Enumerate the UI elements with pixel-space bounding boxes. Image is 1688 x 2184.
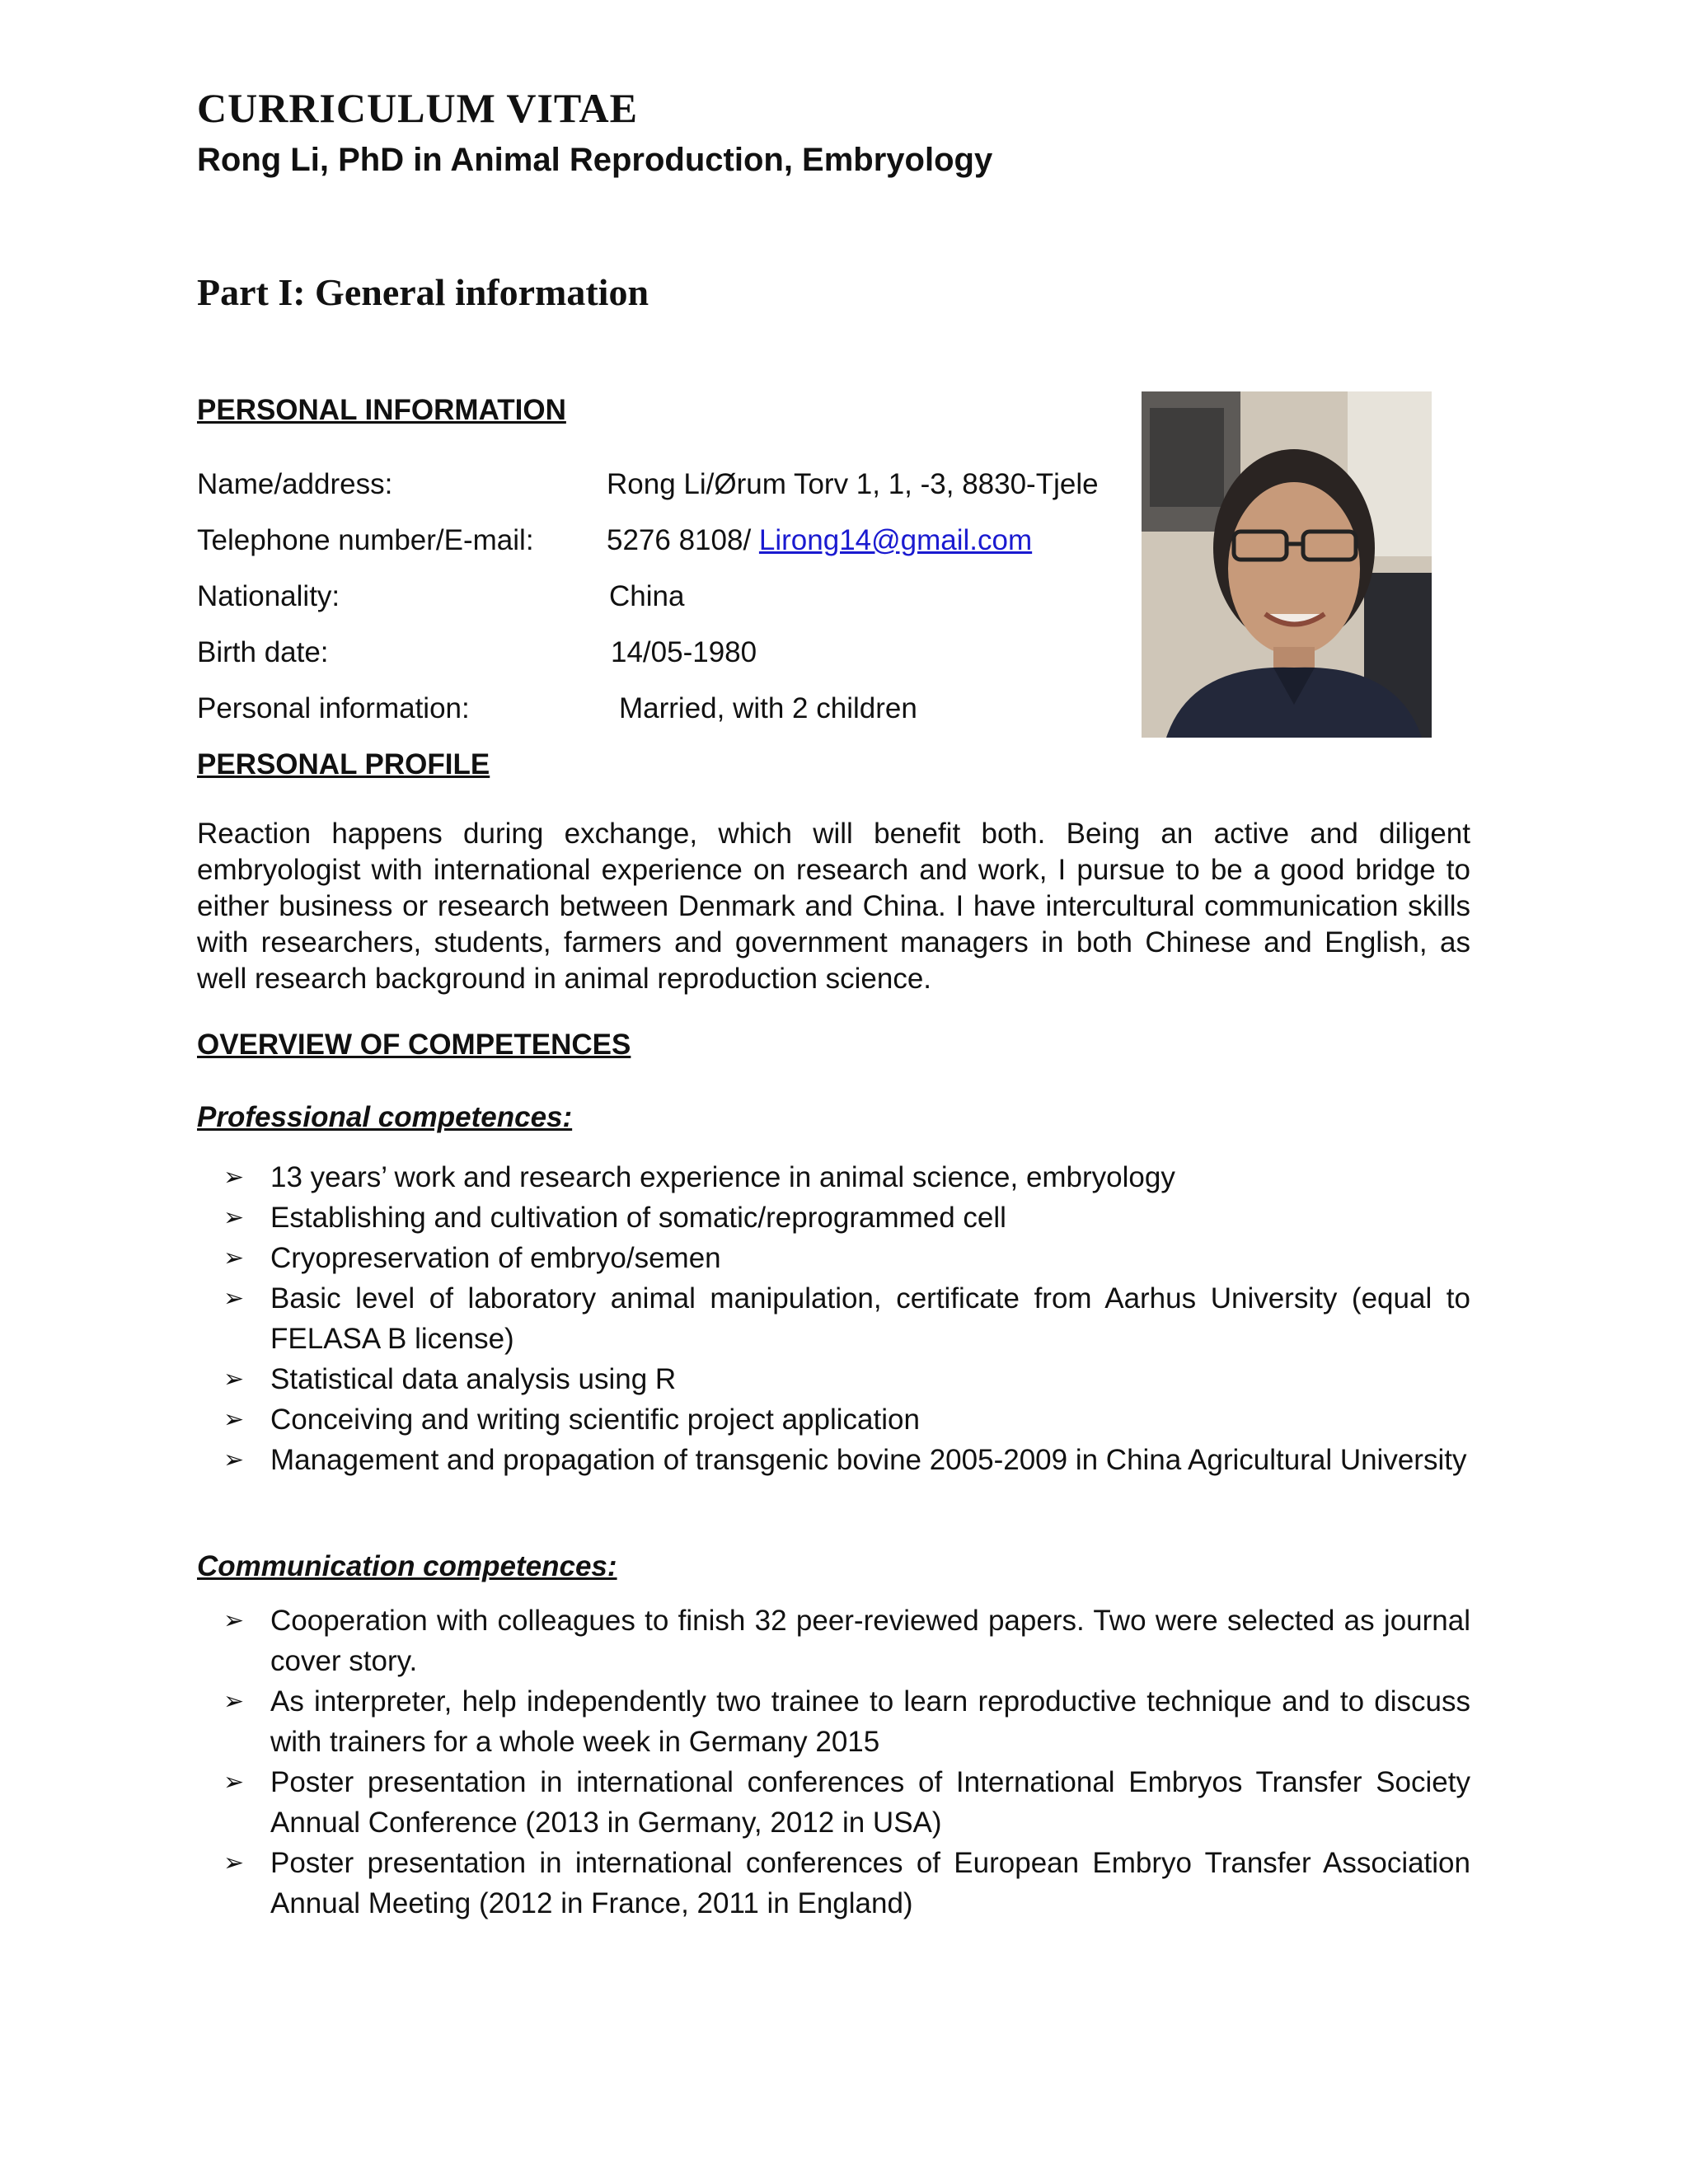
communication-competences-list	[197, 1601, 1470, 1924]
info-label: Nationality:	[197, 580, 340, 612]
list-item-text: Cooperation with colleagues to finish 32 peer-reviewed papers. Two were selected as journal cover story.	[270, 1605, 1470, 1677]
arrow-bullet-icon: ➢	[223, 1405, 245, 1434]
list-item	[197, 1278, 1470, 1359]
arrow-bullet-icon: ➢	[223, 1284, 245, 1313]
info-value: Married, with 2 children	[619, 692, 917, 724]
profile-photo	[1142, 391, 1432, 738]
list-item-text: 13 years’ work and research experience in animal science, embryology	[270, 1161, 1175, 1193]
info-row-personal-information	[197, 692, 1145, 732]
list-item-text: As interpreter, help independently two trainee to learn reproductive technique and to discuss with trainers for a whole week in Germany 2015	[270, 1685, 1470, 1758]
list-item	[197, 1197, 1470, 1238]
info-label: Telephone number/E-mail:	[197, 524, 534, 556]
list-item-text: Management and propagation of transgenic bovine 2005-2009 in China Agricultural University	[270, 1444, 1467, 1476]
cv-title: CURRICULUM VITAE	[197, 85, 639, 131]
list-item-text: Basic level of laboratory animal manipulation, certificate from Aarhus University (equal to FELASA B license)	[270, 1282, 1470, 1355]
arrow-bullet-icon: ➢	[223, 1849, 245, 1877]
personal-information-heading: PERSONAL INFORMATION	[197, 394, 566, 426]
list-item-text: Poster presentation in international conferences of International Embryos Transfer Society Annual Conference (2013 in Germany, 2012 in USA)	[270, 1766, 1470, 1839]
list-item-text: Conceiving and writing scientific project application	[270, 1404, 920, 1436]
personal-profile-heading: PERSONAL PROFILE	[197, 748, 490, 780]
list-item	[197, 1359, 1470, 1399]
professional-competences-heading: Professional competences:	[197, 1101, 573, 1133]
list-item	[197, 1238, 1470, 1278]
arrow-bullet-icon: ➢	[223, 1244, 245, 1272]
telephone-value: 5276 8108/	[607, 524, 759, 556]
list-item-text: Statistical data analysis using R	[270, 1363, 677, 1395]
personal-profile-text: Reaction happens during exchange, which will benefit both. Being an active and diligent embryologist with international experience on research and work, I pursue to be a good bridge to either business or research between Denmark and China. I have intercultural communication skills with researchers, students, farmers and government managers in both Chinese and English, as well research background in animal reproduction science.	[197, 818, 1470, 995]
arrow-bullet-icon: ➢	[223, 1687, 245, 1716]
info-row-telephone-email	[197, 524, 1145, 564]
arrow-bullet-icon: ➢	[223, 1606, 245, 1635]
list-item	[197, 1601, 1470, 1681]
arrow-bullet-icon: ➢	[223, 1163, 245, 1192]
list-item-text: Establishing and cultivation of somatic/reprogrammed cell	[270, 1202, 1006, 1234]
arrow-bullet-icon: ➢	[223, 1203, 245, 1232]
list-item	[197, 1762, 1470, 1843]
info-row-birth-date	[197, 636, 1145, 676]
info-value: Rong Li/Ørum Torv 1, 1, -3, 8830-Tjele	[607, 468, 1099, 500]
info-value: China	[609, 580, 685, 612]
info-label: Personal information:	[197, 692, 470, 724]
info-value-phone-email	[607, 524, 1032, 557]
list-item-text: Cryopreservation of embryo/semen	[270, 1242, 721, 1274]
arrow-bullet-icon: ➢	[223, 1768, 245, 1797]
arrow-bullet-icon: ➢	[223, 1365, 245, 1394]
list-item-text: Poster presentation in international conferences of European Embryo Transfer Association Annual Meeting (2012 in France, 2011 in England)	[270, 1847, 1470, 1919]
list-item	[197, 1681, 1470, 1762]
info-label: Birth date:	[197, 636, 329, 668]
info-label: Name/address:	[197, 468, 393, 500]
arrow-bullet-icon: ➢	[223, 1446, 245, 1474]
portrait-image	[1142, 391, 1432, 738]
competences-heading: OVERVIEW OF COMPETENCES	[197, 1029, 631, 1061]
list-item	[197, 1399, 1470, 1440]
communication-competences-heading: Communication competences:	[197, 1550, 617, 1582]
info-value: 14/05-1980	[611, 636, 757, 668]
list-item	[197, 1843, 1470, 1924]
email-link[interactable]: Lirong14@gmail.com	[758, 524, 1033, 556]
list-item	[197, 1440, 1470, 1480]
list-item	[197, 1157, 1470, 1197]
info-row-name-address	[197, 468, 1145, 508]
info-row-nationality	[197, 580, 1145, 620]
cv-subtitle: Rong Li, PhD in Animal Reproduction, Embryology	[197, 142, 993, 178]
part-title: Part I: General information	[197, 271, 649, 313]
professional-competences-list	[197, 1157, 1470, 1480]
